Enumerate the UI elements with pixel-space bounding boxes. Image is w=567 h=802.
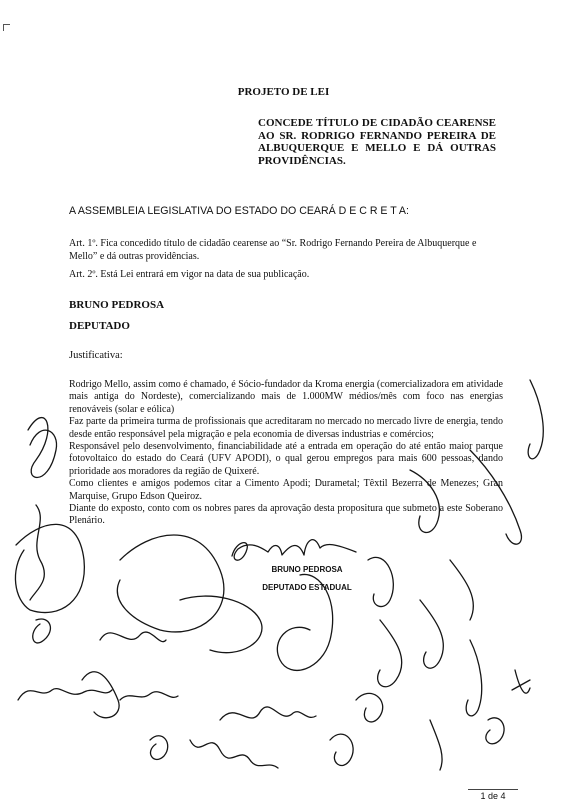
page-indicator: 1 de 4 [468,789,518,801]
signature-scribble [330,734,353,765]
signature-scribble [18,689,112,700]
signature-scribble [378,620,402,687]
signature-scribble [117,535,223,632]
signature-scribble [120,692,178,700]
signature-scribble [466,640,482,716]
justification-paragraph: Rodrigo Mello, assim como é chamado, é Sócio-fundador da Kroma energia (comercializadora em atividade mais antiga do Nordeste), comercializando mais de 1.000MW médios/mês com foco nas energias renováveis (solar e eólica) [69,379,503,415]
signature-scribble [28,418,57,478]
signature-scribble [450,560,473,620]
signature-scribble [220,707,316,720]
signature-role: DEPUTADO ESTADUAL [262,583,352,592]
signature-scribble [33,619,51,643]
signature-scribble [528,380,543,459]
article-1: Art. 1º. Fica concedido título de cidadão cearense ao “Sr. Rodrigo Fernando Pereira de Albuquerque e Mello” e dá outras providências. [69,238,477,262]
author-role: DEPUTADO [69,320,130,332]
signature-scribble [420,600,443,668]
page-title: PROJETO DE LEI [237,86,330,98]
justification-label: Justificativa: [69,350,123,361]
signature-scribble [100,632,166,642]
signature-scribble [15,524,84,612]
signature-scribble [486,718,504,744]
justification-paragraph: Diante do exposto, conto com os nobres pares da aprovação desta propositura que submeto a este Soberano Plenário. [69,503,503,527]
justification-paragraph: Como clientes e amigos podemos citar a Cimento Apodi; Durametal; Têxtil Bezerra de Menezes; Gran Marquise, Grupo Edson Queiroz. [69,478,503,502]
signature-scribble [410,470,439,532]
signature-name: BRUNO PEDROSA [271,565,343,574]
signature-scribble [190,740,278,768]
signature-scribble [470,450,521,544]
signature-scribble [150,736,168,760]
signature-scribble [82,672,119,718]
signature-scribble [30,505,44,600]
justification-paragraph: Responsável pelo desenvolvimento, financiabilidade até a entrada em operação do até então maior parque fotovoltaico do estado do Ceará (UFV APODI), o qual gerou empregos para mais 600 pessoas, dando prioridade aos moradores da região de Quixeré. [69,441,503,477]
author-name: BRUNO PEDROSA [69,299,165,311]
signature-scribble [356,693,383,722]
article-2: Art. 2º. Está Lei entrará em vigor na data de sua publicação. [69,269,310,280]
justification-paragraph: Faz parte da primeira turma de profissionais que acreditaram no mercado no mercado livre de energia, tendo desde então responsável pela migração e pela economia de diversas industrias e comércios; [69,416,503,440]
author-signature [232,540,356,561]
enacting-clause: A ASSEMBLEIA LEGISLATIVA DO ESTADO DO CEARÁ D E C R E T A: [69,205,409,217]
signature-scribble [512,670,530,693]
signature-scribble [430,720,442,770]
bill-summary: CONCEDE TÍTULO DE CIDADÃO CEARENSE AO SR. RODRIGO FERNANDO PEREIRA DE ALBUQUERQUE E MELLO E DÁ OUTRAS PROVIDÊNCIAS. [258,117,496,167]
